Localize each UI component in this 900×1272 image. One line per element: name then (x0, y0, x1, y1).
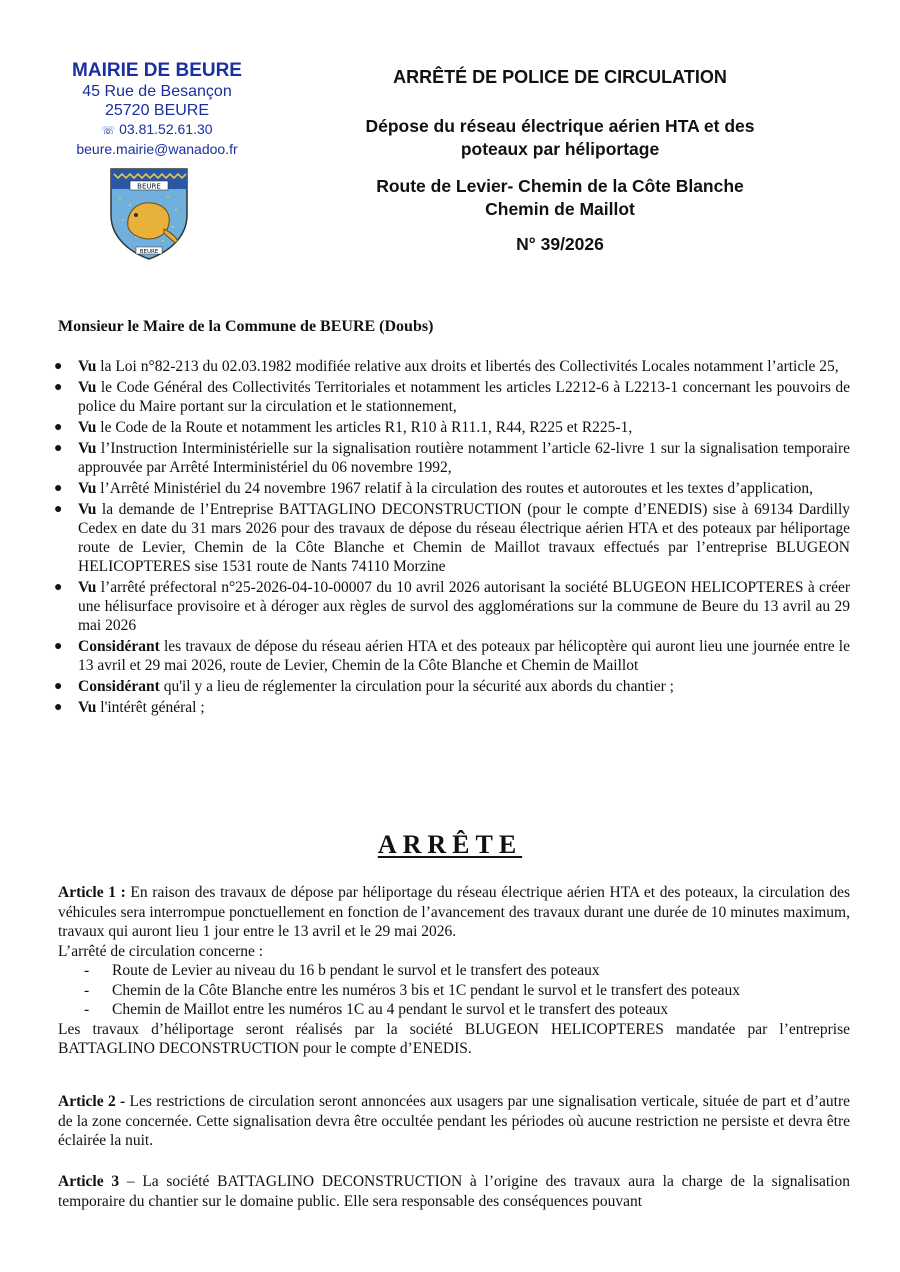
considerant-item (52, 677, 850, 696)
arrete-heading (0, 830, 900, 860)
considerant-text: le Code de la Route et notamment les articles R1, R10 à R11.1, R44, R225 et R225-1, (96, 419, 633, 436)
considerant-lead: Vu (78, 379, 97, 396)
considerant-lead: Considérant (78, 638, 160, 655)
list-item: - Chemin de Maillot entre les numéros 1C au 4 pendant le survol et le transfert des poteaux (84, 1001, 669, 1018)
considerant-item (52, 378, 850, 416)
considerant-text: l’arrêté préfectoral n°25-2026-04-10-00007 du 10 avril 2026 autorisant la société BLUGEON HELICOPTERES à créer une hélisurface provisoire et à déroger aux règles de survol des agglomérations sur la commune de Beure du 13 avril au 29 mai 2026 (78, 579, 850, 634)
considerant-text: l'intérêt général ; (96, 699, 205, 716)
bullet-icon: ● (54, 580, 63, 595)
bullet-icon: ● (54, 359, 63, 374)
list-item: - Route de Levier au niveau du 16 b pendant le survol et le transfert des poteaux (84, 962, 600, 979)
article-2-label: Article 2 - (58, 1093, 126, 1110)
considerant-lead: Vu (78, 699, 97, 716)
article-1-label: Article 1 : (58, 884, 126, 901)
considerant-lead: Vu (78, 480, 97, 497)
considerant-lead: Vu (78, 579, 97, 596)
street-item: Route de Levier au niveau du 16 b pendant le survol et le transfert des poteaux (112, 962, 600, 979)
mairie-phone-line (52, 120, 262, 140)
bullet-icon: ● (54, 481, 63, 496)
bullet-icon: ● (54, 700, 63, 715)
street-item: Chemin de Maillot entre les numéros 1C au 4 pendant le survol et le transfert des poteaux (112, 1001, 669, 1018)
mairie-street: 45 Rue de Besançon (82, 83, 232, 100)
article-3-label: Article 3 (58, 1173, 120, 1190)
considerant-text: l’Instruction Interministérielle sur la signalisation routière notamment l’article 62-livre 1 sur la signalisation temporaire approuvée par Arrêté Interministériel du 06 novembre 1992, (78, 440, 850, 476)
decree-location-line2: Chemin de Maillot (485, 199, 635, 219)
decree-number: N° 39/2026 (516, 234, 604, 254)
considerant-text: les travaux de dépose du réseau aérien HTA et des poteaux par hélicoptère qui auront lieu une journée entre le 13 avril et 29 mai 2026, route de Levier, Chemin de la Côte Blanche et Chemin de Maillot (78, 638, 850, 674)
article-3-text: – La société BATTAGLINO DECONSTRUCTION à l’origine des travaux aura la charge de la signalisation temporaire du chantier sur le domaine public. Elle sera responsable des conséquences pouvant (58, 1173, 850, 1210)
bullet-icon: ● (54, 441, 63, 456)
considerant-text: l’Arrêté Ministériel du 24 novembre 1967 relatif à la circulation des routes et autoroutes et les textes d’application, (96, 480, 814, 497)
article-2-text: Les restrictions de circulation seront annoncées aux usagers par une signalisation verticale, située de part et d’autre de la zone concernée. Cette signalisation devra être occultée pendant les périodes où aucune restriction ne persiste et devra être éclairée la nuit. (58, 1093, 850, 1149)
bullet-icon: ● (54, 679, 63, 694)
considerant-lead: Vu (78, 501, 97, 518)
article-1-streets-list (58, 961, 850, 1020)
bullet-icon: ● (54, 639, 63, 654)
decree-subject-line1: Dépose du réseau électrique aérien HTA et des (365, 116, 755, 136)
decree-header (300, 66, 820, 255)
crest-label: BEURE (137, 182, 161, 191)
article-2 (58, 1092, 850, 1151)
arrete-heading-text: ARRÊTE (377, 830, 523, 859)
article-1-paragraph (58, 883, 850, 942)
considerant-lead: Vu (78, 358, 97, 375)
article-1-text: En raison des travaux de dépose par héliportage du réseau électrique aérien HTA et des poteaux, la circulation des véhicules sera interrompue ponctuellement en fonction de l’avancement des travaux durant une durée de 10 minutes maximum, travaux qui auront lieu 1 jour entre le 13 avril et le 29 mai 2026. (58, 884, 850, 940)
considerant-item (52, 698, 850, 717)
mairie-name: MAIRIE DE BEURE (72, 60, 242, 81)
phone-icon: ☏ (101, 125, 116, 137)
article-3-paragraph (58, 1172, 850, 1211)
mairie-phone: 03.81.52.61.30 (119, 121, 213, 137)
coat-of-arms-icon (108, 165, 190, 261)
considerant-text: le Code Général des Collectivités Territoriales et notamment les articles L2212-6 à L2213-1 concernant les pouvoirs de police du Maire portant sur la circulation et le stationnement, (78, 379, 850, 415)
considerant-item (52, 357, 850, 376)
bullet-icon: ● (54, 420, 63, 435)
list-item: - Chemin de la Côte Blanche entre les numéros 3 bis et 1C pendant le survol et le transfert des poteaux (84, 981, 741, 999)
considerant-item (52, 439, 850, 477)
considerants-list (52, 357, 850, 719)
considerant-item (52, 479, 850, 498)
considerant-text: la demande de l’Entreprise BATTAGLINO DECONSTRUCTION (pour le compte d’ENEDIS) sise à 69134 Dardilly Cedex en date du 31 mars 2026 pour des travaux de dépose du réseau électrique aérien HTA et des poteaux par héliportage route de Levier, Chemin de la Côte Blanche et Chemin de Maillot travaux effectués par l’entreprise BLUGEON HELICOPTERES sise 1531 route de Nants 74110 Morzine (78, 501, 850, 575)
considerant-lead: Vu (78, 440, 97, 457)
decree-location-line1: Route de Levier- Chemin de la Côte Blanche (376, 176, 744, 196)
article-2-paragraph (58, 1092, 850, 1151)
considerant-item (52, 418, 850, 437)
decree-subject-line2: poteaux par héliportage (460, 139, 660, 159)
article-1 (58, 883, 850, 1059)
authority-line: Monsieur le Maire de la Commune de BEURE (Doubs) (58, 318, 434, 335)
article-1-intro: L’arrêté de circulation concerne : (58, 942, 264, 960)
considerant-text: la Loi n°82-213 du 02.03.1982 modifiée relative aux droits et libertés des Collectivités Locales notamment l’article 25, (96, 358, 839, 375)
decree-title: ARRÊTÉ DE POLICE DE CIRCULATION (393, 67, 727, 87)
mairie-address-block (52, 60, 262, 158)
mairie-email: beure.mairie@wanadoo.fr (76, 141, 238, 157)
crest-bottom-label: BEURE (139, 249, 159, 255)
street-item: Chemin de la Côte Blanche entre les numéros 3 bis et 1C pendant le survol et le transfert des poteaux (112, 981, 741, 999)
article-1-closing: Les travaux d’héliportage seront réalisés par la société BLUGEON HELICOPTERES mandatée par l’entreprise BATTAGLINO DECONSTRUCTION pour le compte d’ENEDIS. (58, 1020, 850, 1057)
article-3 (58, 1172, 850, 1211)
bullet-icon: ● (54, 380, 63, 395)
considerant-item (52, 637, 850, 675)
considerant-lead: Vu (78, 419, 97, 436)
decree-location (300, 175, 820, 221)
considerant-item (52, 578, 850, 635)
mairie-city: 25720 BEURE (104, 102, 210, 119)
bullet-icon: ● (54, 502, 63, 517)
considerant-item (52, 500, 850, 576)
considerant-text: qu'il y a lieu de réglementer la circulation pour la sécurité aux abords du chantier ; (159, 678, 674, 695)
decree-subject (300, 115, 820, 161)
considerant-lead: Considérant (78, 678, 160, 695)
